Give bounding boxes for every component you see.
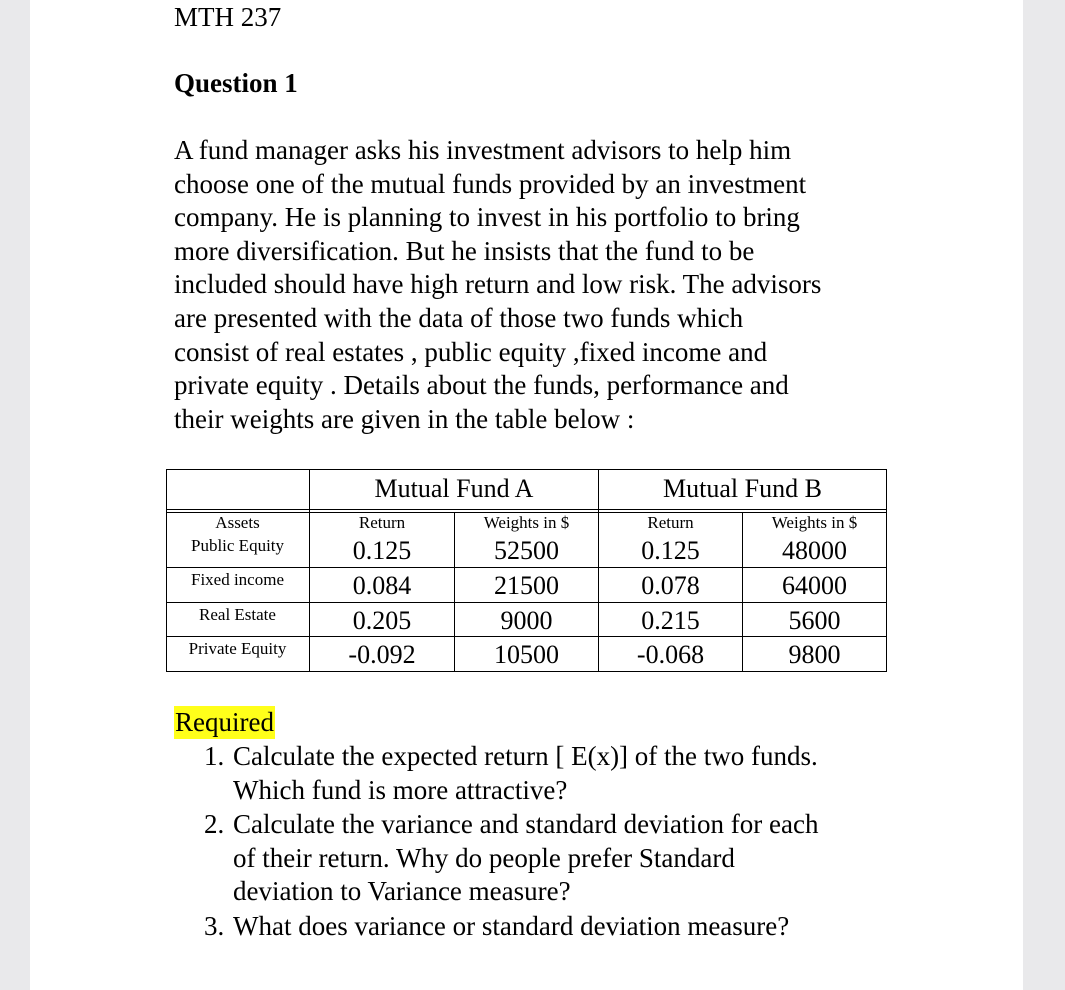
table-cell-b-weight: 48000: [782, 536, 847, 565]
required-label: Required: [175, 707, 274, 737]
item-text-line: Calculate the variance and standard deviation for each: [233, 809, 819, 839]
required-item: [198, 910, 898, 944]
paragraph-line: A fund manager asks his investment advisors to help him: [174, 135, 792, 165]
table-cell-b-return: 0.215: [641, 606, 700, 635]
item-number: 3.: [204, 910, 225, 941]
question-paragraph: [174, 134, 894, 436]
assets-header: Assets: [215, 513, 260, 532]
required-item: [198, 740, 898, 807]
table-cell-a-return: 0.084: [352, 571, 412, 600]
table-row-asset: Fixed income: [190, 570, 284, 589]
table-cell-a-weight: 52500: [494, 536, 559, 565]
paragraph-line: private equity . Details about the funds, performance and: [174, 370, 789, 401]
item-number: 1.: [204, 741, 225, 771]
fund-a-return-header: Return: [358, 513, 406, 532]
item-text-line: of their return. Why do people prefer Standard: [233, 842, 735, 873]
fund-b-return-header: Return: [647, 513, 694, 532]
item-text-line: deviation to Variance measure?: [233, 876, 571, 906]
table-row-asset: Real Estate: [199, 605, 276, 624]
fund-b-weights-header: Weights in $: [771, 513, 858, 532]
required-section: [174, 706, 819, 941]
table-row-asset: Private Equity: [188, 639, 287, 658]
required-list: [198, 740, 898, 943]
paragraph-line: included should have high return and low risk. The advisors: [174, 269, 822, 300]
fund-b-header: Mutual Fund B: [663, 474, 822, 503]
paragraph-line: their weights are given in the table below :: [174, 403, 635, 434]
table-cell-a-weight: 9000: [500, 606, 553, 635]
table-cell-b-weight: 9800: [788, 640, 841, 669]
table-cell-a-weight: 10500: [494, 640, 559, 669]
item-text-line: Calculate the expected return [ E(x)] of the two funds.: [233, 741, 818, 771]
required-item: [198, 808, 898, 909]
table-cell-b-weight: 64000: [782, 571, 847, 600]
paragraph-line: are presented with the data of those two funds which: [174, 302, 744, 333]
paragraph-line: consist of real estates , public equity ,fixed income and: [174, 336, 768, 367]
table-cell-a-return: 0.125: [352, 536, 412, 565]
table-row-asset: Public Equity: [190, 536, 285, 555]
item-text-line: What does variance or standard deviation measure?: [233, 910, 790, 941]
paragraph-line: company. He is planning to invest in his portfolio to bring: [174, 202, 800, 233]
fund-a-header: Mutual Fund A: [374, 474, 534, 503]
fund-a-weights-header: Weights in $: [483, 513, 570, 532]
item-number: 2.: [204, 809, 225, 839]
table-cell-b-return: -0.068: [636, 640, 705, 669]
paragraph-line: more diversification. But he insists that the fund to be: [174, 235, 755, 266]
course-code: MTH 237: [174, 2, 282, 32]
question-title: Question 1: [174, 68, 298, 98]
table-cell-b-return: 0.125: [641, 536, 700, 565]
table-cell-a-weight: 21500: [494, 571, 559, 600]
table-cell-b-return: 0.078: [641, 571, 700, 600]
table-body: [166, 469, 887, 672]
table-cell-b-weight: 5600: [788, 606, 841, 635]
table-cell-a-return: 0.205: [352, 606, 412, 635]
table-cell-a-return: -0.092: [348, 640, 416, 669]
paragraph-line: choose one of the mutual funds provided by an investment: [174, 168, 807, 199]
item-text-line: Which fund is more attractive?: [233, 774, 568, 805]
document-page: [30, 0, 1023, 990]
